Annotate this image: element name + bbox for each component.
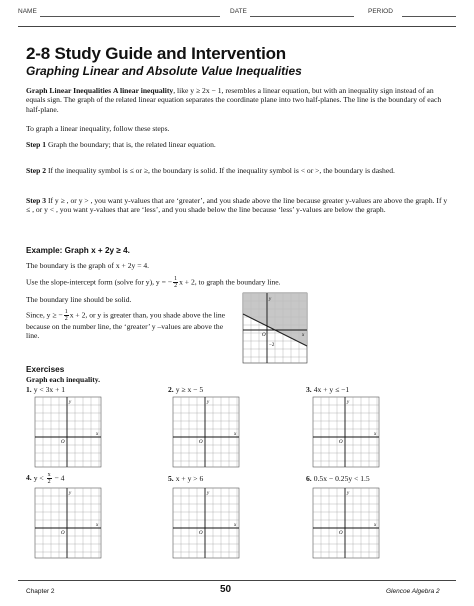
example-line-3: The boundary line should be solid. xyxy=(26,295,132,304)
example-y-label: y xyxy=(269,297,272,302)
problem-5: 5. x + y > 6 xyxy=(168,474,204,483)
example-line-1: The boundary is the graph of x + 2y = 4. xyxy=(26,261,150,270)
to-graph-text: To graph a linear inequality, follow these steps. xyxy=(26,124,170,133)
intro-bold-2: A linear inequality xyxy=(113,86,174,95)
example-line-4: Since, y ≥ − $\frac{1}{2}$ x + 2, or y is greater than, you shade above the line because on the number line, the ‘greater’ y –values are above the line. xyxy=(26,309,225,341)
origin-label: O xyxy=(339,440,343,445)
page-title: 2-8 Study Guide and Intervention xyxy=(26,44,286,63)
y-axis-label: y xyxy=(207,491,210,496)
name-label: NAME xyxy=(18,8,37,15)
exercise-grid-4[interactable] xyxy=(34,487,102,559)
step-1: Step 1 Graph the boundary; that is, the related linear equation. xyxy=(26,140,216,149)
step-2: Step 2 If the inequality symbol is ≤ or ≥, the boundary is solid. If the inequality symbol is < or >, the boundary is dashed. xyxy=(26,166,395,175)
problem-4: 4. y < $\frac{x}{2}$ − 4 xyxy=(26,472,65,485)
period-label: PERIOD xyxy=(368,8,393,15)
problem-6: 6. 0.5x − 0.25y < 1.5 xyxy=(306,474,370,483)
x-axis-label: x xyxy=(234,432,237,437)
name-line xyxy=(40,16,220,17)
origin-label: O xyxy=(61,440,65,445)
coordinate-grid-svg xyxy=(172,396,240,468)
example-heading: Example: Graph x + 2y ≥ 4. xyxy=(26,246,130,255)
y-axis-label: y xyxy=(347,491,350,496)
footer-chapter: Chapter 2 xyxy=(26,588,55,595)
footer-book: Glencoe Algebra 2 xyxy=(386,588,440,595)
x-axis-label: x xyxy=(374,432,377,437)
exercise-grid-1[interactable] xyxy=(34,396,102,468)
exercises-subtitle: Graph each inequality. xyxy=(26,375,101,384)
header-rule xyxy=(18,26,456,27)
example-line-2: Use the slope-intercept form (solve for y), y = − $\frac{1}{2}$ x + 2, to graph the boundary line. xyxy=(26,276,281,289)
example-graph-svg xyxy=(242,292,308,364)
coordinate-grid-svg xyxy=(34,487,102,559)
coordinate-grid-svg xyxy=(34,396,102,468)
origin-label: O xyxy=(339,531,343,536)
fraction-half: $\frac{1}{2}$ xyxy=(174,276,178,289)
intro-bold: Graph Linear Inequalities xyxy=(26,86,112,95)
exercise-grid-2[interactable] xyxy=(172,396,240,468)
problem-3: 3. 4x + y ≤ −1 xyxy=(306,385,350,394)
origin-label: O xyxy=(199,531,203,536)
footer-rule xyxy=(18,580,456,581)
page-number: 50 xyxy=(220,584,232,595)
x-axis-label: x xyxy=(234,523,237,528)
date-label: DATE xyxy=(230,8,247,15)
step-3: Step 3 If y ≥ , or y > , you want y-values that are ‘greater’, and you shade above the line because greater y-values are above the graph. If y ≤ , or y < , you want y-values that are ‘less’, and you shade below the line because ‘less’ y-values are below the graph. xyxy=(26,196,448,215)
example-x-label: x xyxy=(302,333,305,338)
y-axis-label: y xyxy=(69,491,72,496)
y-axis-label: y xyxy=(207,400,210,405)
y-axis-label: y xyxy=(69,400,72,405)
exercise-grid-6[interactable] xyxy=(312,487,380,559)
coordinate-grid-svg xyxy=(312,396,380,468)
page-subtitle: Graphing Linear and Absolute Value Inequalities xyxy=(26,64,302,78)
problem-1: 1. y < 3x + 1 xyxy=(26,385,66,394)
header-row xyxy=(18,8,456,20)
example-neg-two-label: −2 xyxy=(269,343,275,348)
coordinate-grid-svg xyxy=(172,487,240,559)
problem-2: 2. y ≥ x − 5 xyxy=(168,385,204,394)
date-line xyxy=(250,16,354,17)
x-axis-label: x xyxy=(374,523,377,528)
intro-paragraph xyxy=(26,86,450,114)
exercise-grid-3[interactable] xyxy=(312,396,380,468)
exercise-grid-5[interactable] xyxy=(172,487,240,559)
intro-text: , like y ≥ 2x − 1, resembles a linear equation, but with an inequality sign instead of an equals sign. The graph of the related linear equation separates the coordinate plane into two half-planes. The line is the boundary of each half-plane. xyxy=(26,86,442,114)
exercises-title: Exercises xyxy=(26,365,65,374)
y-axis-label: y xyxy=(347,400,350,405)
period-line xyxy=(402,16,456,17)
origin-label: O xyxy=(199,440,203,445)
example-origin-label: O xyxy=(262,333,266,338)
x-axis-label: x xyxy=(96,523,99,528)
origin-label: O xyxy=(61,531,65,536)
coordinate-grid-svg xyxy=(312,487,380,559)
example-graph xyxy=(242,292,308,364)
x-axis-label: x xyxy=(96,432,99,437)
